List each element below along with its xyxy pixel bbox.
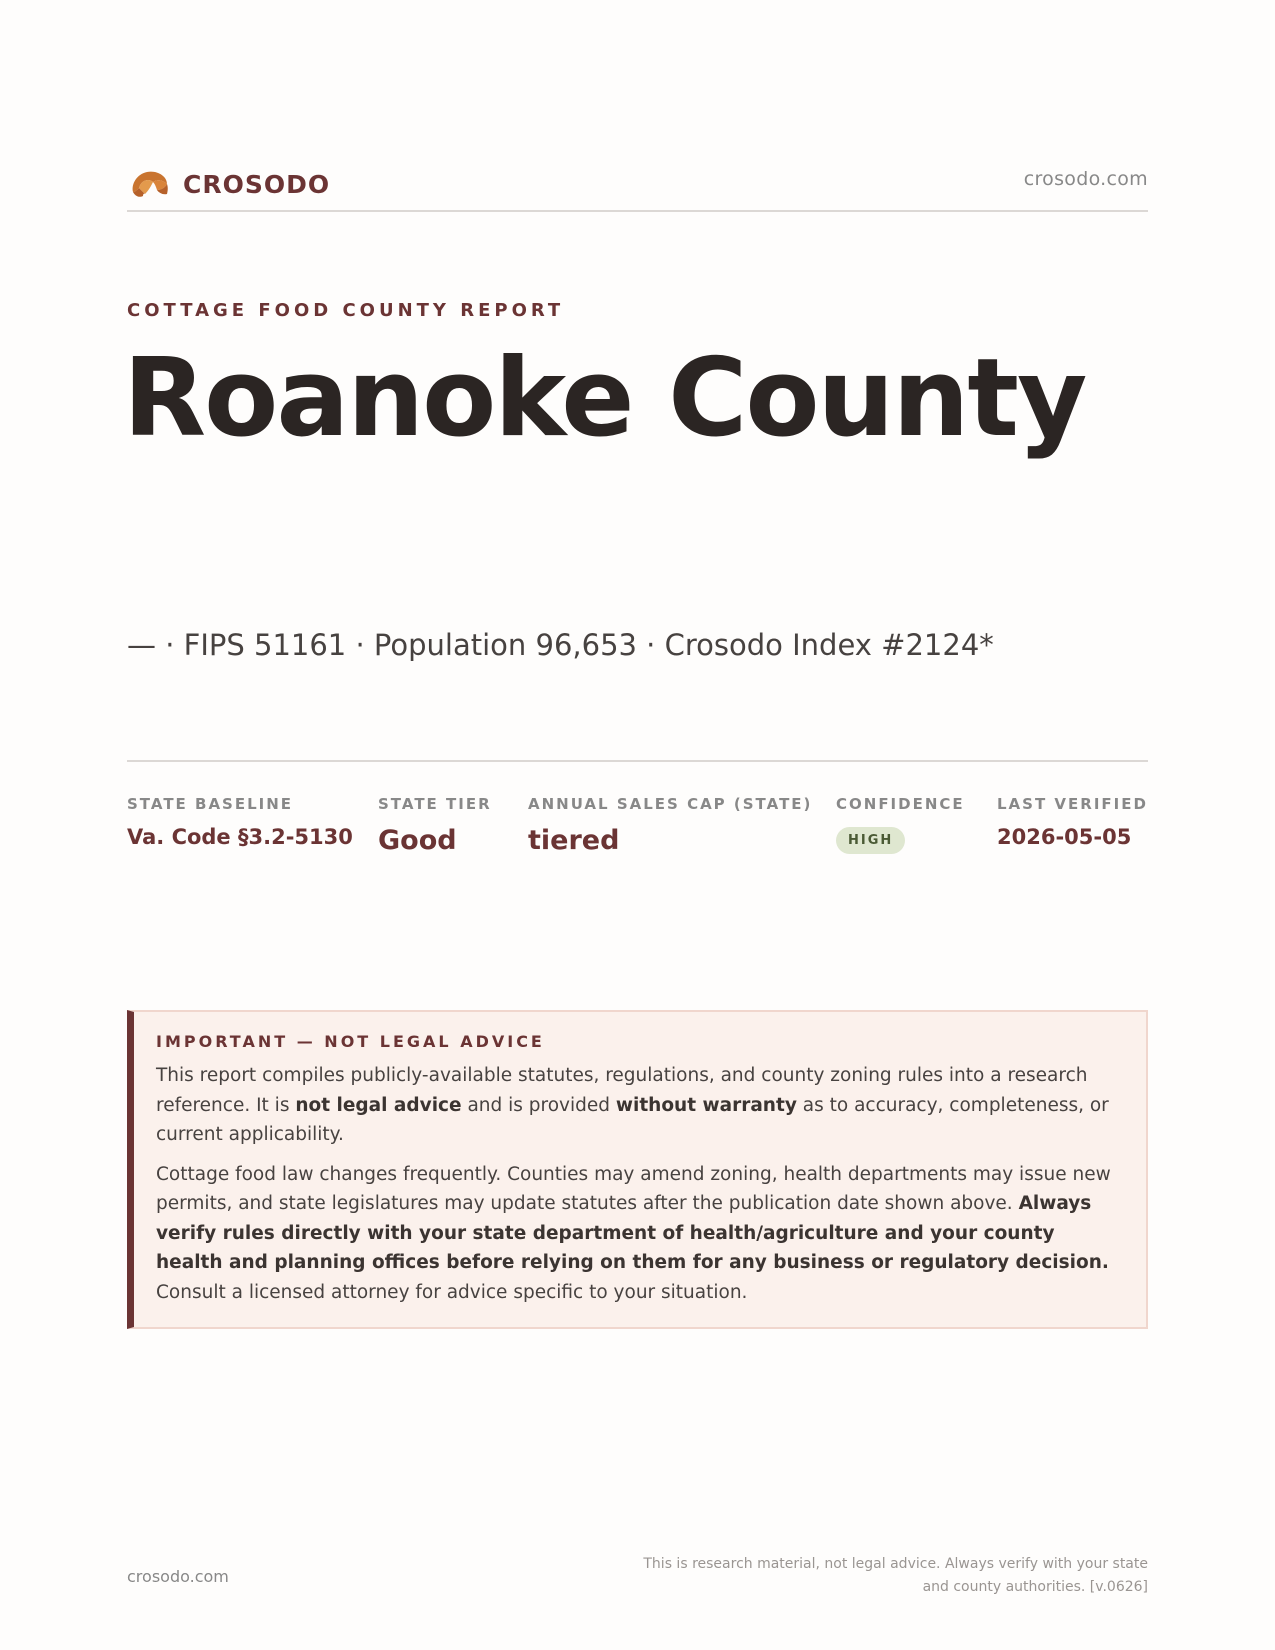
- county-meta-line: — · FIPS 51161 · Population 96,653 · Crosodo Index #2124*: [127, 628, 994, 662]
- stat-state-baseline: [127, 795, 353, 849]
- footer-site-link[interactable]: crosodo.com: [127, 1567, 229, 1586]
- confidence-badge: HIGH: [836, 827, 905, 854]
- brand-name: CROSODO: [183, 169, 331, 199]
- legal-notice: [127, 1010, 1148, 1329]
- notice-title: IMPORTANT — NOT LEGAL ADVICE: [156, 1032, 545, 1051]
- notice-emphasis: not legal advice: [295, 1094, 462, 1116]
- stat-confidence: [836, 795, 965, 854]
- footer-disclaimer: This is research material, not legal advice. Always verify with your state and county authorities. [v.0626]: [643, 1556, 1148, 1595]
- croissant-icon: [127, 162, 171, 206]
- stat-value: Good: [378, 825, 457, 856]
- report-kicker: COTTAGE FOOD COUNTY REPORT: [127, 300, 565, 321]
- section-divider: [127, 760, 1148, 762]
- notice-paragraph: [156, 1160, 1122, 1308]
- stat-value: Va. Code §3.2-5130: [127, 825, 353, 849]
- stat-label: LAST VERIFIED: [997, 795, 1148, 813]
- stat-label: ANNUAL SALES CAP (STATE): [528, 795, 813, 813]
- stat-label: STATE BASELINE: [127, 795, 294, 813]
- report-page: [123, 0, 1148, 1650]
- stat-state-tier: [378, 795, 492, 856]
- brand[interactable]: [127, 162, 330, 206]
- notice-emphasis: Always verify rules directly with your state department of health/agriculture and your county health and planning offices before relying on them for any business or regulatory decision.: [156, 1193, 1109, 1273]
- notice-paragraph: [156, 1061, 1122, 1150]
- notice-text: and is provided: [461, 1094, 616, 1116]
- notice-emphasis: without warranty: [615, 1094, 797, 1116]
- stat-value: 2026-05-05: [997, 825, 1132, 849]
- page-header: [127, 150, 1148, 212]
- stat-last-verified: [997, 795, 1148, 849]
- notice-text: Consult a licensed attorney for advice specific to your situation.: [156, 1281, 748, 1303]
- notice-text: Cottage food law changes frequently. Counties may amend zoning, health departments may issue new permits, and state legislatures may update statutes after the publication date shown above.: [156, 1163, 1111, 1214]
- notice-text: as to accuracy, completeness, or current applicability.: [156, 1094, 1109, 1145]
- stat-label: CONFIDENCE: [836, 795, 965, 813]
- notice-text: This report compiles publicly-available statutes, regulations, and county zoning rules into a research reference. It is: [156, 1065, 1088, 1116]
- stat-value: tiered: [528, 825, 620, 856]
- site-link[interactable]: crosodo.com: [1023, 168, 1148, 190]
- stat-sales-cap: [528, 795, 812, 856]
- stat-label: STATE TIER: [378, 795, 492, 813]
- page-title: Roanoke County: [123, 336, 1086, 461]
